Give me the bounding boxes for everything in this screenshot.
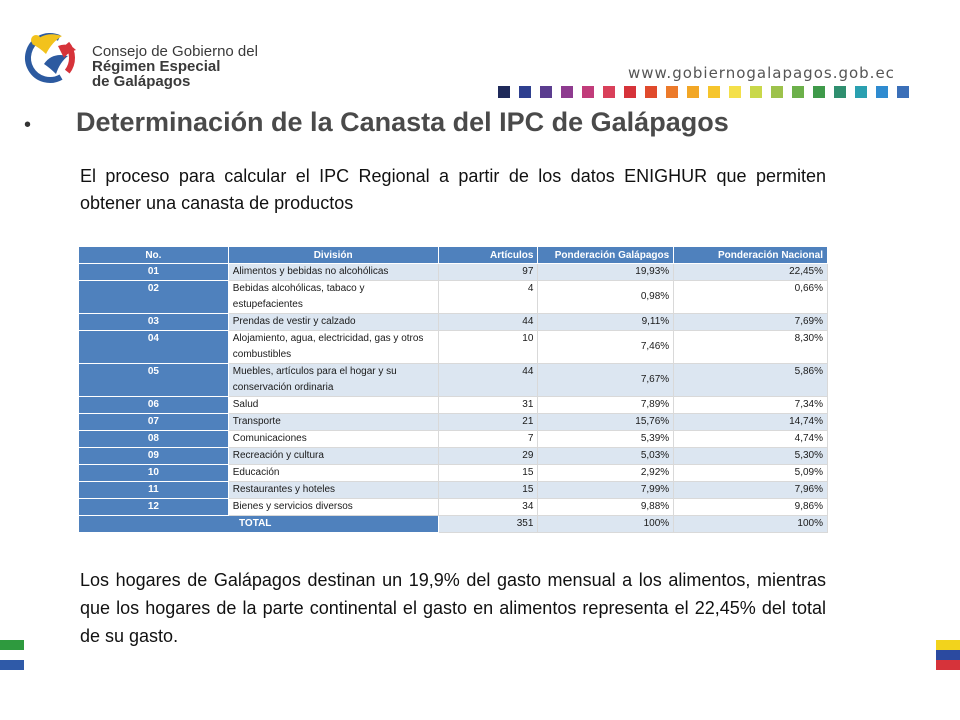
- color-square: [750, 86, 762, 98]
- flag-stripe: [0, 660, 24, 670]
- galapagos-logo-icon: [22, 26, 88, 88]
- table-row: [79, 431, 828, 448]
- cell-total-articulos: 351: [438, 516, 538, 533]
- color-square: [834, 86, 846, 98]
- cell-galapagos: 0,98%: [538, 281, 674, 314]
- table-row: [79, 264, 828, 281]
- cell-articulos: 15: [438, 465, 538, 482]
- cell-nacional: 7,69%: [674, 314, 828, 331]
- cell-articulos: 4: [438, 281, 538, 314]
- table-row: [79, 465, 828, 482]
- color-square: [729, 86, 741, 98]
- cell-no: 11: [79, 482, 229, 499]
- cell-galapagos: 5,39%: [538, 431, 674, 448]
- cell-articulos: 7: [438, 431, 538, 448]
- slide-title: Determinación de la Canasta del IPC de Galápagos: [76, 107, 729, 137]
- cell-total-galapagos: 100%: [538, 516, 674, 533]
- table-row: [79, 397, 828, 414]
- cell-division: Bienes y servicios diversos: [228, 499, 438, 516]
- cell-division: Muebles, artículos para el hogar y su conservación ordinaria: [228, 364, 438, 397]
- flag-stripe: [936, 650, 960, 660]
- header-pond-galapagos: Ponderación Galápagos: [538, 247, 674, 264]
- cell-no: 09: [79, 448, 229, 465]
- color-square: [624, 86, 636, 98]
- header-no: No.: [79, 247, 229, 264]
- cell-division: Bebidas alcohólicas, tabaco y estupefacientes: [228, 281, 438, 314]
- cell-articulos: 29: [438, 448, 538, 465]
- cell-no: 08: [79, 431, 229, 448]
- table-total-row: [79, 516, 828, 533]
- cell-nacional: 22,45%: [674, 264, 828, 281]
- cell-galapagos: 7,99%: [538, 482, 674, 499]
- table-row: [79, 314, 828, 331]
- website-url: www.gobiernogalapagos.gob.ec: [628, 64, 895, 82]
- cell-total-nacional: 100%: [674, 516, 828, 533]
- color-square: [792, 86, 804, 98]
- cell-no: 04: [79, 331, 229, 364]
- color-square: [897, 86, 909, 98]
- color-square: [708, 86, 720, 98]
- cell-no: 10: [79, 465, 229, 482]
- ecuador-flag-icon: [936, 640, 960, 670]
- cell-articulos: 10: [438, 331, 538, 364]
- org-line-1: Consejo de Gobierno del: [92, 43, 258, 60]
- table-row: [79, 448, 828, 465]
- table-row: [79, 331, 828, 364]
- org-line-2: Régimen Especial: [92, 58, 221, 75]
- color-square: [666, 86, 678, 98]
- table-row: [79, 364, 828, 397]
- organization-name: [92, 44, 292, 89]
- header-articulos: Artículos: [438, 247, 538, 264]
- cell-no: 01: [79, 264, 229, 281]
- color-square: [498, 86, 510, 98]
- cell-nacional: 5,09%: [674, 465, 828, 482]
- cell-articulos: 15: [438, 482, 538, 499]
- cell-nacional: 9,86%: [674, 499, 828, 516]
- cell-articulos: 34: [438, 499, 538, 516]
- color-square: [876, 86, 888, 98]
- flag-stripe: [936, 660, 960, 670]
- color-squares-bar: [498, 86, 909, 98]
- color-square: [855, 86, 867, 98]
- table-row: [79, 414, 828, 431]
- cell-nacional: 4,74%: [674, 431, 828, 448]
- flag-stripe: [0, 640, 24, 650]
- cell-galapagos: 9,88%: [538, 499, 674, 516]
- cell-nacional: 14,74%: [674, 414, 828, 431]
- cell-articulos: 97: [438, 264, 538, 281]
- color-square: [561, 86, 573, 98]
- sierra-leone-flag-icon: [0, 640, 24, 670]
- table-row: [79, 281, 828, 314]
- cell-articulos: 31: [438, 397, 538, 414]
- cell-division: Recreación y cultura: [228, 448, 438, 465]
- cell-division: Alojamiento, agua, electricidad, gas y otros combustibles: [228, 331, 438, 364]
- color-square: [645, 86, 657, 98]
- cell-division: Educación: [228, 465, 438, 482]
- color-square: [603, 86, 615, 98]
- header-division: División: [228, 247, 438, 264]
- cell-galapagos: 2,92%: [538, 465, 674, 482]
- cell-division: Salud: [228, 397, 438, 414]
- bullet-point: •: [24, 114, 32, 136]
- color-square: [582, 86, 594, 98]
- color-square: [687, 86, 699, 98]
- cell-articulos: 21: [438, 414, 538, 431]
- color-square: [813, 86, 825, 98]
- cell-galapagos: 15,76%: [538, 414, 674, 431]
- cell-total-label: TOTAL: [79, 516, 439, 533]
- cell-galapagos: 7,67%: [538, 364, 674, 397]
- intro-paragraph: El proceso para calcular el IPC Regional a partir de los datos ENIGHUR que permiten obtener una canasta de productos: [80, 166, 826, 213]
- cell-division: Comunicaciones: [228, 431, 438, 448]
- cell-galapagos: 9,11%: [538, 314, 674, 331]
- flag-stripe: [0, 650, 24, 660]
- cell-galapagos: 5,03%: [538, 448, 674, 465]
- cell-galapagos: 19,93%: [538, 264, 674, 281]
- cell-division: Alimentos y bebidas no alcohólicas: [228, 264, 438, 281]
- color-square: [519, 86, 531, 98]
- cell-nacional: 5,30%: [674, 448, 828, 465]
- cell-no: 07: [79, 414, 229, 431]
- conclusion-paragraph: Los hogares de Galápagos destinan un 19,9% del gasto mensual a los alimentos, mientras que los hogares de la parte continental el gasto en alimentos representa el 22,45% del total de su gasto.: [80, 570, 826, 646]
- cell-nacional: 7,96%: [674, 482, 828, 499]
- cell-galapagos: 7,46%: [538, 331, 674, 364]
- table-header-row: [79, 247, 828, 264]
- cell-division: Prendas de vestir y calzado: [228, 314, 438, 331]
- flag-stripe: [936, 640, 960, 650]
- cell-nacional: 7,34%: [674, 397, 828, 414]
- cell-no: 06: [79, 397, 229, 414]
- cell-division: Restaurantes y hoteles: [228, 482, 438, 499]
- color-square: [540, 86, 552, 98]
- cell-no: 12: [79, 499, 229, 516]
- cell-nacional: 0,66%: [674, 281, 828, 314]
- cell-no: 05: [79, 364, 229, 397]
- cell-no: 02: [79, 281, 229, 314]
- cell-nacional: 5,86%: [674, 364, 828, 397]
- cell-galapagos: 7,89%: [538, 397, 674, 414]
- cell-nacional: 8,30%: [674, 331, 828, 364]
- org-line-3: de Galápagos: [92, 73, 191, 90]
- table-row: [79, 499, 828, 516]
- cell-articulos: 44: [438, 314, 538, 331]
- cell-articulos: 44: [438, 364, 538, 397]
- cell-division: Transporte: [228, 414, 438, 431]
- cell-no: 03: [79, 314, 229, 331]
- header-pond-nacional: Ponderación Nacional: [674, 247, 828, 264]
- ipc-basket-table: [78, 246, 828, 533]
- color-square: [771, 86, 783, 98]
- table-row: [79, 482, 828, 499]
